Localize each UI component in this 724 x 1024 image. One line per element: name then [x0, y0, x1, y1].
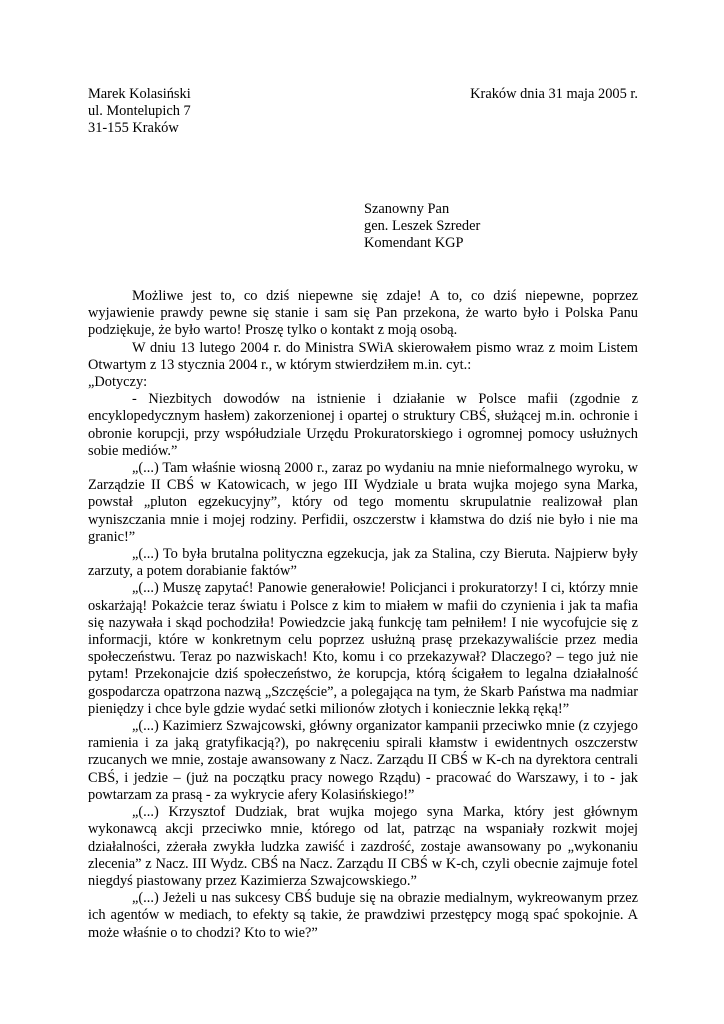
recipient-salutation: Szanowny Pan — [364, 201, 450, 217]
recipient-address — [364, 201, 480, 253]
quote-paragraph: „(...) Kazimierz Szwajcowski, główny organizator kampanii przeciwko mnie (z czyjego ramienia i za jaką gratyfikacją?), po nakręceniu spirali kłamstw i ewidentnych oszczerstw rzucanych we mnie, zostaje awansowany z Nacz. Zarządu II CBŚ w K-ch na dyrektora centrali CBŚ, i jedzie – (już na początku pracy nowego Rządu) - pracować do Warszawy, i to - jak powtarzam za prasą - za wykrycie afery Kolasińskiego!” — [88, 718, 638, 803]
quote-paragraph: „(...) To była brutalna polityczna egzekucja, jak za Stalina, czy Bieruta. Najpierw były zarzuty, a potem dorabianie faktów” — [88, 546, 638, 580]
quote-paragraph: „(...) Muszę zapytać! Panowie generałowie! Policjanci i prokuratorzy! I ci, którzy mnie oskarżają! Pokażcie teraz światu i Polsce z kim to miałem w mafii do czynienia i jak ta mafia się nazywała i skąd pochodziła! Powiedzcie jaką funkcję tam pełniłem! I nie wycofujcie się z informacji, które w konkretnym celu poprzez usłużną prasę przekazywaliście przez media społeczeństwu. Teraz po nazwiskach! Kto, komu i co przekazywał? Dlaczego? – tego już nie pytam! Przekonajcie dziś społeczeństwo, że korupcja, którą ścigałem to legalna działalność gospodarcza opatrzona nazwą „Szczęście”, a polegająca na tym, że Skarb Państwa ma nadmiar pieniędzy i chce byle gdzie wydać setki milionów złotych i koniecznie lekką ręką!” — [88, 580, 638, 717]
quote-paragraph: „(...) Jeżeli u nas sukcesy CBŚ buduje się na obrazie medialnym, wykreowanym przez ich agentów w mediach, to efekty są takie, że prawdziwi przestępcy mogą spać spokojnie. A może właśnie o to chodzi? Kto to wie?” — [88, 890, 638, 941]
letter-date: Kraków dnia 31 maja 2005 r. — [470, 86, 638, 102]
quote-subject: „Dotyczy: — [88, 374, 148, 391]
quote-paragraph: „(...) Krzysztof Dudziak, brat wujka mojego syna Marka, który jest głównym wykonawcą akcji przeciwko mnie, którego od lat, patrząc na wspaniały rozkwit mojej działalności, zżerała zwykła ludzka zawiść i zazdrość, zostaje awansowany po „wykonaniu zlecenia” z Nacz. III Wydz. CBŚ na Nacz. Zarządu II CBŚ w K-ch, czyli obecnie zajmuje fotel niegdyś piastowany przez Kazimierza Szwajcowskiego.” — [88, 804, 638, 889]
sender-address — [88, 86, 191, 138]
recipient-name: gen. Leszek Szreder — [364, 218, 481, 235]
sender-city: 31-155 Kraków — [88, 120, 179, 137]
paragraph-intro: Możliwe jest to, co dziś niepewne się zdaje! A to, co dziś niepewne, poprzez wyjawienie prawdy pewne się stanie i sam się Pan przekona, że warto było i Polska Panu podziękuje, że było warto! Proszę tylko o kontakt z moją osobą. — [88, 288, 638, 339]
letter-body — [88, 288, 638, 942]
sender-name: Marek Kolasiński — [88, 86, 191, 102]
quote-paragraph: „(...) Tam właśnie wiosną 2000 r., zaraz po wydaniu na mnie nieformalnego wyroku, w Zarządzie II CBŚ w Katowicach, w jego III Wydziale u brata wujka mojego syna Marka, powstał „pluton egzekucyjny”, który od tego momentu skrupulatnie realizował plan wyniszczania mnie i mojej rodziny. Perfidii, oszczerstw i kłamstwa do dziś nie było i nie ma granic!” — [88, 460, 638, 545]
paragraph-reference: W dniu 13 lutego 2004 r. do Ministra SWiA skierowałem pismo wraz z moim Listem Otwartym z 13 stycznia 2004 r., w którym stwierdziłem m.in. cyt.: — [88, 339, 638, 373]
quote-item: - Niezbitych dowodów na istnienie i działanie w Polsce mafii (zgodnie z encyklopedycznym hasłem) zakorzenionej i opartej o struktury CBŚ, służącej m.in. ochronie i obronie korupcji, przy współudziale Urzędu Prokuratorskiego i ogromnej pomocy usłużnych sobie mediów.” — [88, 391, 638, 459]
sender-street: ul. Montelupich 7 — [88, 103, 191, 120]
recipient-title: Komendant KGP — [364, 235, 464, 252]
